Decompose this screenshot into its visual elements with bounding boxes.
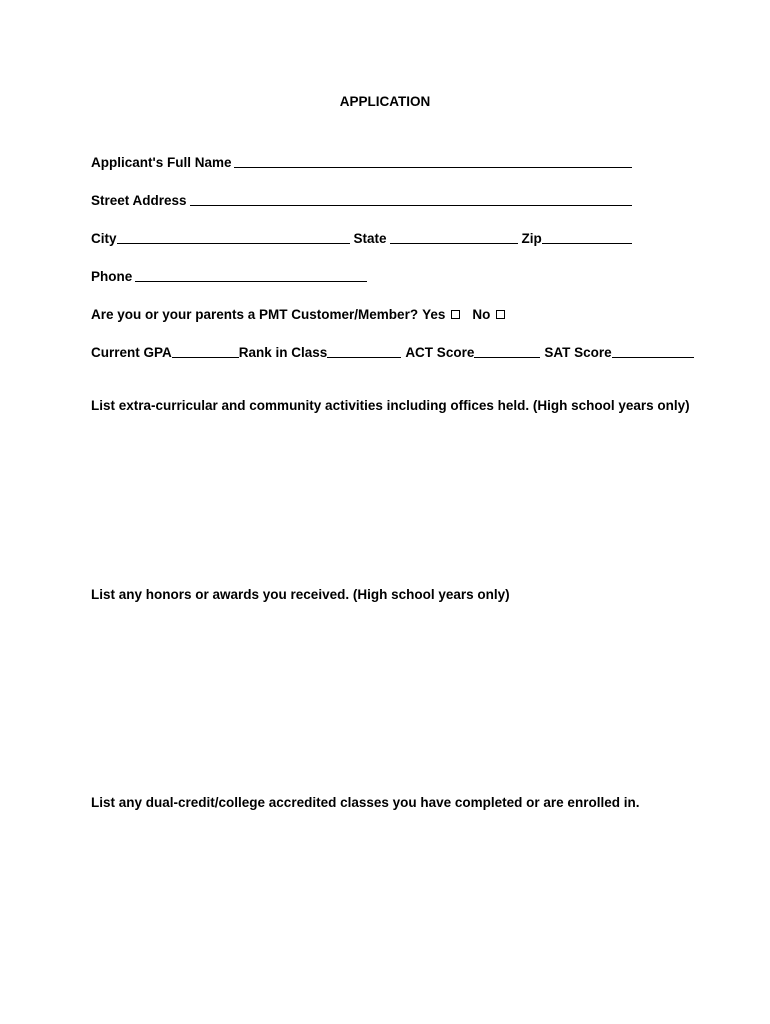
street-address-row	[91, 188, 632, 208]
scores-row	[91, 340, 694, 360]
page-title: APPLICATION	[339, 94, 431, 109]
phone-label: Phone	[91, 269, 133, 284]
customer-question-row	[91, 302, 505, 322]
no-label: No	[472, 307, 491, 322]
street-address-label: Street Address	[91, 193, 187, 208]
no-checkbox[interactable]	[496, 310, 505, 319]
gpa-label: Current GPA	[91, 345, 172, 360]
zip-field[interactable]	[542, 229, 632, 244]
gpa-field[interactable]	[172, 343, 239, 358]
full-name-field[interactable]	[234, 153, 632, 168]
full-name-row	[91, 150, 632, 170]
zip-label: Zip	[521, 231, 542, 246]
rank-label: Rank in Class	[238, 345, 328, 360]
city-field[interactable]	[117, 229, 350, 244]
classes-prompt: List any dual-credit/college accredited classes you have completed or are enrolled in.	[91, 795, 640, 810]
phone-field[interactable]	[135, 267, 367, 282]
city-state-zip-row	[91, 226, 632, 246]
full-name-label: Applicant's Full Name	[91, 155, 232, 170]
customer-question-label: Are you or your parents a PMT Customer/Member?	[91, 307, 419, 322]
state-label: State	[353, 231, 387, 246]
act-label: ACT Score	[405, 345, 475, 360]
yes-label: Yes	[422, 307, 446, 322]
rank-field[interactable]	[327, 343, 401, 358]
street-address-field[interactable]	[190, 191, 632, 206]
state-field[interactable]	[390, 229, 518, 244]
act-field[interactable]	[474, 343, 540, 358]
activities-prompt: List extra-curricular and community activities including offices held. (High school years only)	[91, 398, 690, 413]
city-label: City	[91, 231, 117, 246]
sat-label: SAT Score	[544, 345, 612, 360]
sat-field[interactable]	[612, 343, 694, 358]
phone-row	[91, 264, 367, 284]
yes-checkbox[interactable]	[451, 310, 460, 319]
honors-prompt: List any honors or awards you received. (High school years only)	[91, 587, 510, 602]
